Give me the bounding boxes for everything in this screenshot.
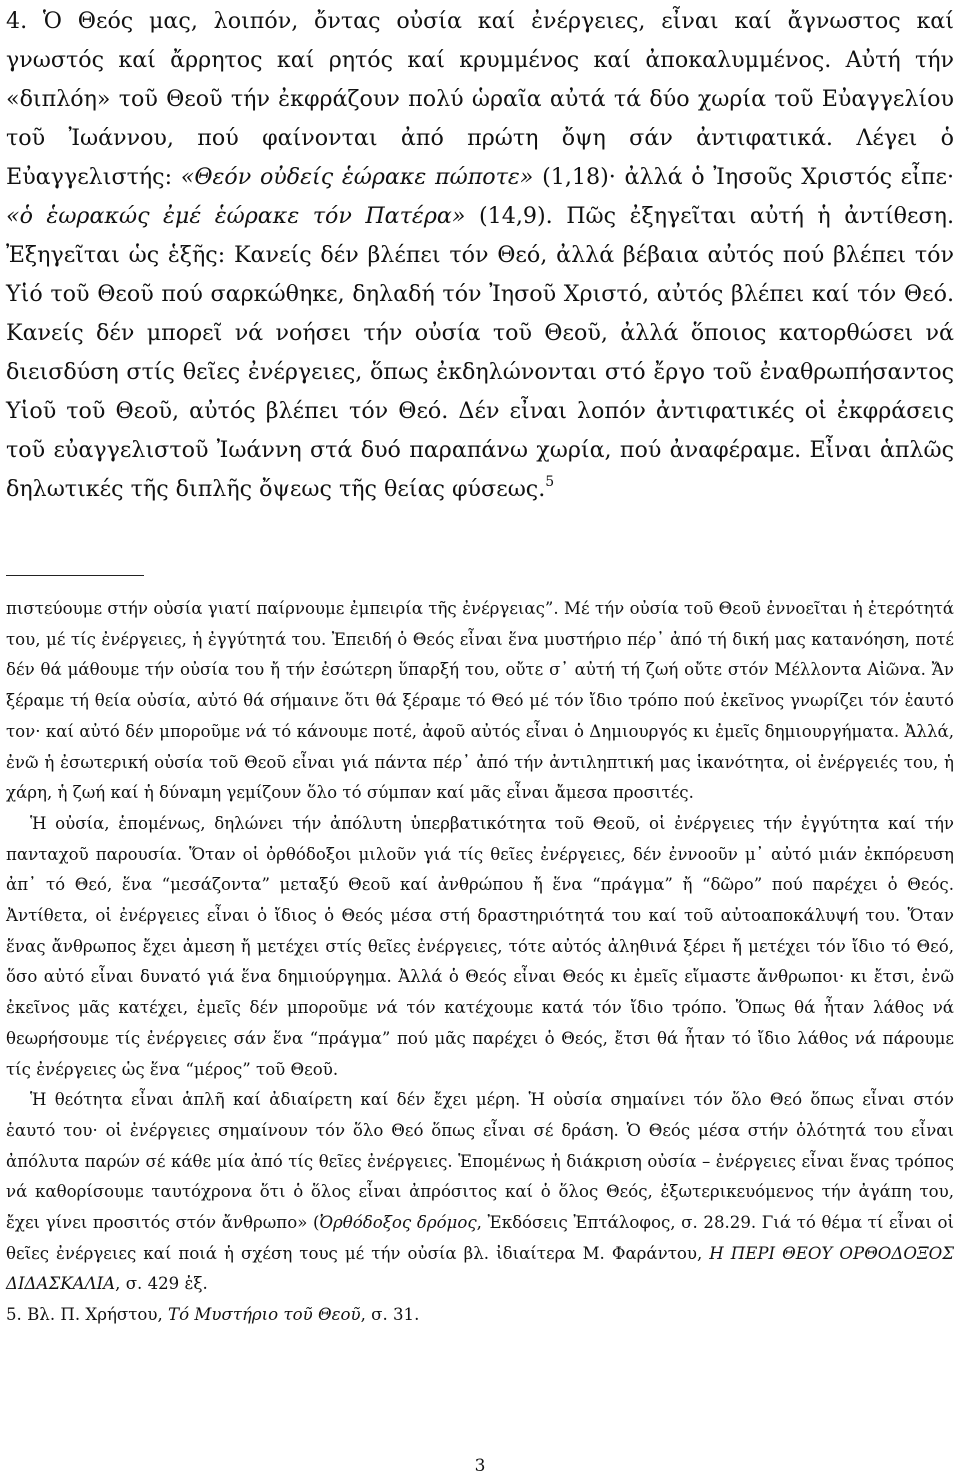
paragraph-text: (14,9). Πῶς ἐξηγεῖται αὐτή ἡ ἀντίθεση. Ἐξηγεῖται ὡς ἑξῆς: Κανείς δέν βλέπει τόν Θεό, ἀλλά βέβαια αὐτός πού βλέπει τόν Υἱό τοῦ Θεοῦ πού σαρκώθηκε, δηλαδή τόν Ἰησοῦ Χριστό, αὐτός βλέπει καί τόν Θεό. Κανείς δέν μπορεῖ νά νοήσει τήν οὐσία τοῦ Θεοῦ, ἀλλά ὅποιος κατορθώσει νά διεισδύση στίς θεῖες ἐνέργειες, ὅπως ἐκδηλώνονται στό ἔργο τοῦ ἐναθρωπήσαντος Υἱοῦ τοῦ Θεοῦ, αὐτός βλέπει τόν Θεό. Δέν εἶναι λοπόν ἀντιφατικές οἱ ἐκφράσεις τοῦ εὐαγγελιστοῦ Ἰωάννη στά δυό παραπάνω χωρία, πού ἀναφέραμε. Εἶναι ἁπλῶς δηλωτικές τῆς διπλῆς ὄψεως τῆς θείας φύσεως. bbox=[6, 203, 954, 502]
paragraph-text: 4. Ὁ Θεός μας, λοιπόν, ὄντας οὐσία καί ἐνέργειες, εἶναι καί ἄγνωστος καί γνωστός καί ἄρρητος καί ρητός καί κρυμμένος καί ἀποκαλυμμένος. Αὐτή τήν «διπλόη» τοῦ Θεοῦ τήν ἐκφράζουν πολύ ὡραῖα αὐτά τά δύο χωρία τοῦ Εὐαγγελίου τοῦ Ἰωάννου, πού φαίνονται ἀπό πρώτη ὄψη σάν ἀντιφατικά. Λέγει ὁ Εὐαγγελιστής: bbox=[6, 8, 954, 190]
book-title: Η ΠΕΡΙ ΘΕΟΥ ΟΡΘΟΔΟΞΟΣ ΔΙΔΑΣΚΑΛΙΑ bbox=[6, 1243, 954, 1294]
footnote-5 bbox=[6, 1300, 954, 1331]
book-title: Ὀρθόδοξος δρόμος bbox=[319, 1213, 477, 1233]
footnotes bbox=[6, 594, 954, 1331]
quote-john-14-9: «ὁ ἑωρακώς ἐμέ ἑώρακε τόν Πατέρα» bbox=[6, 203, 466, 229]
footnote-text: , σ. 31. bbox=[360, 1305, 420, 1325]
footnote-text: Ἡ θεότητα εἶναι ἁπλῆ καί ἀδιαίρετη καί δέν ἔχει μέρη. Ἡ οὐσία σημαίνει τόν ὅλο Θεό ὅπως εἶναι στόν ἑαυτό του· οἱ ἐνέργειες σημαίνουν τόν ὅλο Θεό ὅπως εἶναι σέ δράση. Ὁ Θεός μέσα στήν ὁλότητά του εἶναι ἀπόλυτα παρών σέ κάθε μία ἀπό τίς θεῖες ἐνέργειες. Ἑπομένως ἡ διάκριση οὐσία – ἐνέργειες εἶναι ἕνας τρόπος νά καθορίσουμε ταυτόχρονα ὅτι ὁ ὅλος εἶναι ἀπρόσιτος καί ὁ ὅλος Θεός, ἐξωτερικευόμενος τήν ἀγάπη του, ἔχει γίνει προσιτός στόν ἄνθρωπο» ( bbox=[6, 1090, 954, 1233]
footnote-paragraph bbox=[6, 1085, 954, 1300]
footnote-reference[interactable]: 5 bbox=[545, 474, 555, 490]
footnote-separator bbox=[6, 575, 144, 576]
footnote-continued: πιστεύουμε στήν οὐσία γιατί παίρνουμε ἐμπειρία τῆς ἐνέργειας”. Μέ τήν οὐσία τοῦ Θεοῦ ἐννοεῖται ἡ ἑτερότητά του, μέ τίς ἐνέργειες, ἡ ἐγγύτητά του. Ἐπειδή ὁ Θεός εἶναι ἕνα μυστήριο πέρ᾽ ἀπό τή δική μας κατανόηση, ποτέ δέν θά μάθουμε τήν οὐσία του ἤ τήν ἐσώτερη ὕπαρξή του, οὔτε σ᾽ αὐτή τή ζωή οὔτε στόν Μέλλοντα Αἰῶνα. Ἄν ξέραμε τή θεία οὐσία, αὐτό θά σήμαινε ὅτι θά ξέραμε τό Θεό μέ τόν ἴδιο τρόπο πού ἐκεῖνος γνωρίζει τόν ἑαυτό τον· καί αὐτό δέν μποροῦμε νά τό κάνουμε ποτέ, ἀφοῦ αὐτός εἶναι ὁ Δημιουργός κι ἐμεῖς δημιουργήματα. Ἀλλά, ἐνῶ ἡ ἐσωτερική οὐσία τοῦ Θεοῦ εἶναι γιά πάντα πέρ᾽ ἀπό τήν ἀντιληπτική μας ἱκανότητα, οἱ ἐνέργειές του, ἡ χάρη, ἡ ζωή καί ἡ δύναμη γεμίζουν ὅλο τό σύμπαν καί μᾶς εἶναι ἄμεσα προσιτές. bbox=[6, 599, 954, 803]
footnote-text: , Ἐκδόσεις Ἐπτάλοφος, σ. 28.29. Γιά τό θέμα τί εἶναι οἱ θεῖες ἐνέργειες καί ποιά ἡ σχέση τους μέ τήν οὐσία βλ. ἰδιαίτερα Μ. Φαράντου, bbox=[6, 1213, 954, 1263]
quote-john-1-18: «Θεόν οὐδείς ἑώρακε πώποτε» bbox=[180, 164, 534, 190]
paragraph-4 bbox=[6, 2, 954, 509]
book-title: Τό Μυστήριο τοῦ Θεοῦ bbox=[168, 1305, 361, 1325]
footnote-text: , σ. 429 ἑξ. bbox=[115, 1274, 208, 1294]
footnote-text: 5. Βλ. Π. Χρήστου, bbox=[6, 1305, 169, 1325]
paragraph-text: (1,18)· ἀλλά ὁ Ἰησοῦς Χριστός εἶπε· bbox=[533, 164, 955, 190]
main-text bbox=[6, 2, 954, 509]
footnote-paragraph: Ἡ οὐσία, ἑπομένως, δηλώνει τήν ἀπόλυτη ὑπερβατικότητα τοῦ Θεοῦ, οἱ ἐνέργειες τήν ἐγγύτητα καί τήν πανταχοῦ παρουσία. Ὅταν οἱ ὀρθόδοξοι μιλοῦν γιά τίς θεῖες ἐνέργειες, δέν ἐννοοῦν μ᾽ αὐτό μιάν ἐκπόρευση ἀπ᾽ τό Θεό, ἕνα “μεσάζοντα” μεταξύ Θεοῦ καί ἀνθρώπου ἤ ἕνα “πράγμα” ἤ “δῶρο” πού παρέχει ὁ Θεός. Ἀντίθετα, οἱ ἐνέργειες εἶναι ὁ ἴδιος ὁ Θεός μέσα στή δραστηριότητά του καί τοῦ αὐτοαποκάλυψή του. Ὅταν ἕνας ἄνθρωπος ἔχει ἀμεση ἤ μετέχει στίς θεῖες ἐνέργειες, τότε αὐτός ἀληθινά ξέρει ἤ μετέχει τόν ἴδιο τό Θεό, ὅσο αὐτό εἶναι δυνατό γιά ἕνα δημιούργημα. Ἀλλά ὁ Θεός εἶναι Θεός κι ἐμεῖς εἴμαστε ἄνθρωποι· κι ἔτσι, ἐνῶ ἐκεῖνος μᾶς κατέχει, ἐμεῖς δέν μποροῦμε νά τόν κατέχουμε κατά τόν ἴδιο τρόπο. Ὅπως θά ἦταν λάθος νά θεωρήσουμε τίς ἐνέργειες σάν ἕνα “πράγμα” πού μᾶς παρέχει ὁ Θεός, ἔτσι θά ἦταν τό ἴδιο λάθος νά πάρουμε τίς ἐνέργειες ὡς ἕνα “μέρος” τοῦ Θεοῦ. bbox=[6, 813, 954, 1079]
page-number: 3 bbox=[474, 1456, 486, 1476]
